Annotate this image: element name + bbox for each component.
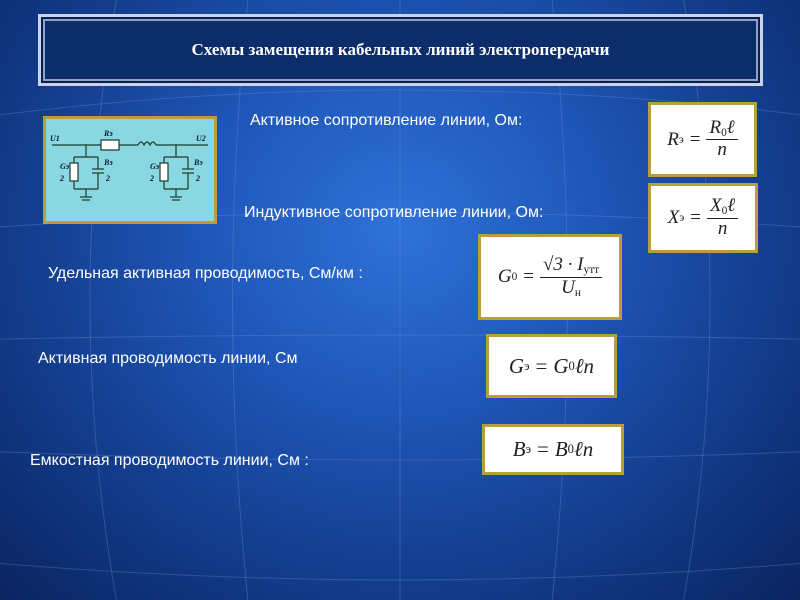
page-title: Схемы замещения кабельных линий электропередачи (191, 40, 610, 59)
formula-x-num-tail: ℓ (727, 195, 736, 217)
formula-g-rhs-sub: 0 (568, 358, 575, 373)
formula-g-rhs: G (553, 353, 569, 378)
formula-r-num-sub: 0 (721, 126, 727, 139)
formula-g0-fraction (540, 255, 602, 299)
active-resistance-label: Активное сопротивление линии, Ом: (250, 112, 523, 129)
b-right-label: Bэ (194, 158, 203, 167)
formula-r-fraction (706, 118, 737, 161)
b-left-denominator: 2 (106, 174, 110, 183)
formula-r-sub: э (678, 133, 684, 146)
formula-r-num: R (709, 116, 722, 138)
formula-g0-den: U (561, 276, 575, 298)
formula-r-den: n (717, 139, 727, 161)
formula-b-rhs-tail: ℓn (573, 437, 594, 461)
g-left-denominator: 2 (60, 174, 64, 183)
formula-g-sub: э (524, 358, 530, 373)
formula-x-sub: э (679, 212, 685, 224)
formula-x-num: X (709, 195, 722, 217)
resistance-label: Rэ (104, 129, 113, 138)
formula-r (648, 102, 757, 177)
formula-r-num-tail: ℓ (726, 116, 735, 138)
formula-b-lhs: B (512, 437, 526, 461)
g-left-label: Gэ (60, 162, 70, 171)
formula-r-eq: = (689, 128, 701, 150)
specific-conductance-label: Удельная активная проводимость, См/км : (48, 265, 363, 282)
g-right-denominator: 2 (150, 174, 154, 183)
title-banner (38, 14, 763, 86)
active-conductance-label: Активная проводимость линии, См (38, 350, 298, 367)
formula-g0-lhs: G (497, 266, 512, 287)
formula-g0-eq: = (523, 266, 534, 287)
inductive-resistance-label: Индуктивное сопротивление линии, Ом: (244, 204, 544, 221)
formula-g-lhs: G (508, 353, 525, 378)
b-left-label: Bэ (104, 158, 113, 167)
formula-b-eq: = (537, 437, 549, 461)
equivalent-circuit-diagram (43, 116, 217, 224)
formula-x-lhs: X (667, 207, 680, 228)
formula-g-eq: = (535, 353, 548, 378)
formula-g0-sub: 0 (511, 271, 518, 283)
formula-b (482, 424, 624, 475)
g-right-label: Gэ (150, 162, 160, 171)
u2-label: U2 (196, 134, 206, 143)
formula-x (648, 183, 758, 253)
formula-b-rhs: B (554, 437, 568, 461)
formula-x-eq: = (690, 207, 701, 228)
formula-g0-num-sub: утт (583, 263, 600, 276)
circuit-schematic (46, 119, 214, 221)
formula-x-den: n (717, 217, 728, 239)
formula-g0 (478, 234, 622, 320)
capacitive-conductance-label: Емкостная проводимость линии, См : (30, 452, 309, 469)
formula-g-rhs-tail: ℓn (574, 353, 595, 378)
b-right-denominator: 2 (196, 174, 200, 183)
formula-b-sub: э (525, 442, 531, 456)
u1-label: U1 (50, 134, 60, 143)
formula-g (486, 334, 617, 398)
formula-x-num-sub: 0 (721, 205, 728, 218)
formula-r-lhs: R (667, 128, 679, 150)
formula-g0-den-sub: н (574, 286, 581, 299)
formula-b-rhs-sub: 0 (567, 442, 574, 456)
formula-g0-num: √3 · I (542, 254, 584, 276)
formula-x-fraction (707, 196, 738, 239)
